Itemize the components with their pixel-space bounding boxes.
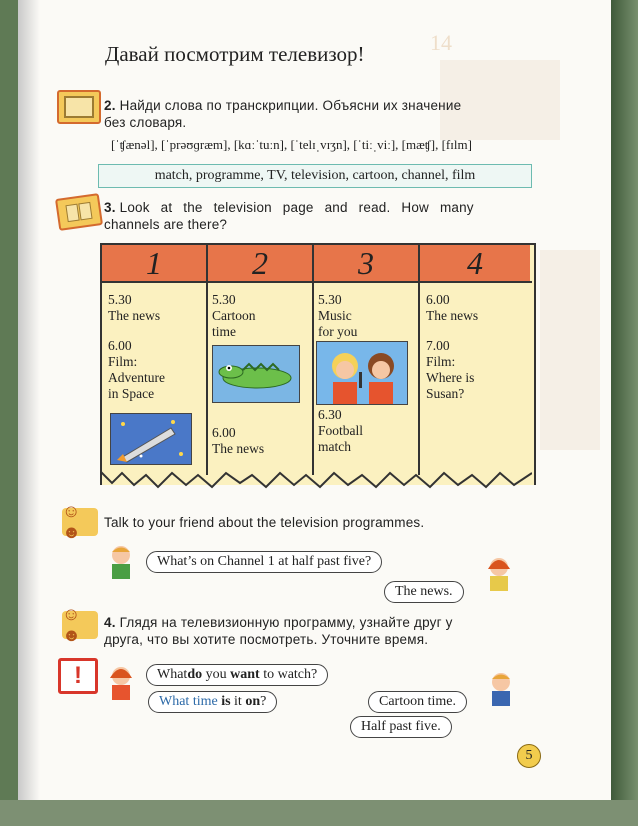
singers-illustration (316, 341, 408, 405)
text-part: ? (260, 694, 267, 709)
dialogue-question-bubble: What’s on Channel 1 at half past five? (146, 551, 382, 573)
tv-icon (57, 90, 101, 124)
channel-header-1: 1 (102, 245, 208, 281)
column-divider (312, 243, 314, 475)
text-part-bold: want (230, 667, 260, 682)
time: 6.00 (108, 338, 132, 353)
space-rocket-illustration (110, 413, 192, 465)
bleed-through (540, 250, 600, 450)
programme: in Space (108, 386, 155, 401)
column-divider (418, 243, 420, 475)
instruction-line: Look at the television page and read. How many (119, 200, 474, 215)
programme: Cartoon (212, 308, 256, 323)
answer-time-bubble: Half past five. (350, 716, 452, 738)
channel-header-4: 4 (420, 245, 530, 281)
word-list-box: match, programme, TV, television, cartoon, channel, film (98, 164, 532, 188)
channel-3-listing-late (318, 407, 363, 455)
channel-header-3: 3 (314, 245, 420, 281)
channel-1-listing (108, 292, 165, 402)
channel-header-2: 2 (208, 245, 314, 281)
page-title: Давай посмотрим телевизор! (105, 42, 365, 66)
exercise-4-instruction (104, 614, 453, 648)
time: 7.00 (426, 338, 450, 353)
text-part: to watch? (259, 667, 318, 682)
programme: time (212, 324, 236, 339)
text-part-bold: do (187, 667, 203, 682)
channel-2-listing (212, 292, 256, 340)
column-divider (206, 243, 208, 475)
theatre-masks-icon: ☺☻ (62, 508, 98, 536)
channel-3-listing (318, 292, 357, 340)
tv-schedule (100, 243, 532, 491)
channel-4-listing (426, 292, 478, 402)
time: 5.30 (212, 292, 236, 307)
page-gutter-shadow (18, 0, 40, 800)
exclamation-icon: ! (58, 658, 98, 694)
time: 6.00 (426, 292, 450, 307)
text-part: you (202, 667, 231, 682)
text-part-bold: is (221, 694, 231, 709)
exercise-2-instruction (104, 97, 461, 131)
programme: The news (426, 308, 479, 323)
exercise-3-instruction (104, 199, 474, 233)
girl-avatar (484, 555, 514, 591)
exercise-number: 3. (104, 200, 116, 215)
exercise-number: 4. (104, 615, 116, 630)
instruction-line: без словаря. (104, 115, 187, 130)
programme: Adventure (108, 370, 165, 385)
exercise-number: 2. (104, 98, 116, 113)
dialogue-answer-bubble: The news. (384, 581, 464, 603)
programme: The news (212, 441, 265, 456)
boy-avatar (486, 670, 516, 706)
transcription-list: [ˈʧænəl], [ˈprəʊɡræm], [kɑːˈtuːn], [ˈtelɪˌvɪʒn], [ˈtiːˌviː], [mæʧ], [fɪlm] (111, 137, 472, 152)
programme: Susan? (426, 386, 465, 401)
book-edge (611, 0, 638, 826)
programme: Film: (426, 354, 456, 369)
programme: Film: (108, 354, 138, 369)
time: 5.30 (108, 292, 132, 307)
time: 6.00 (212, 425, 236, 440)
programme: Where is (426, 370, 475, 385)
text-part: What (157, 667, 188, 682)
instruction-line: Найди слова по транскрипции. Объясни их значение (119, 98, 462, 113)
text-part: it (230, 694, 246, 709)
answer-cartoon-bubble: Cartoon time. (368, 691, 467, 713)
instruction-line: channels are there? (104, 217, 228, 232)
page-number: 5 (517, 744, 541, 768)
programme: Football (318, 423, 364, 438)
question-what-watch-bubble (146, 664, 328, 686)
boy-avatar (106, 543, 136, 579)
talk-instruction: Talk to your friend about the television programmes. (104, 515, 425, 530)
time: 6.30 (318, 407, 342, 422)
crocodile-illustration (212, 345, 300, 403)
girl-avatar (106, 664, 136, 700)
corner-mark: 14 (430, 30, 452, 55)
instruction-line: друга, что вы хотите посмотреть. Уточните время. (104, 632, 429, 647)
programme: The news (108, 308, 161, 323)
channel-2-listing-late (212, 425, 264, 457)
torn-edge (100, 465, 532, 491)
programme: Music (318, 308, 352, 323)
theatre-masks-icon: ☺☻ (62, 611, 98, 639)
text-part: What time (159, 694, 222, 709)
book-icon (55, 193, 103, 231)
scan-background (0, 800, 638, 826)
text-part-bold: on (245, 694, 261, 709)
time: 5.30 (318, 292, 342, 307)
programme: match (318, 439, 351, 454)
instruction-line: Глядя на телевизионную программу, узнайте друг у (119, 615, 453, 630)
question-what-time-bubble (148, 691, 277, 713)
programme: for you (318, 324, 358, 339)
